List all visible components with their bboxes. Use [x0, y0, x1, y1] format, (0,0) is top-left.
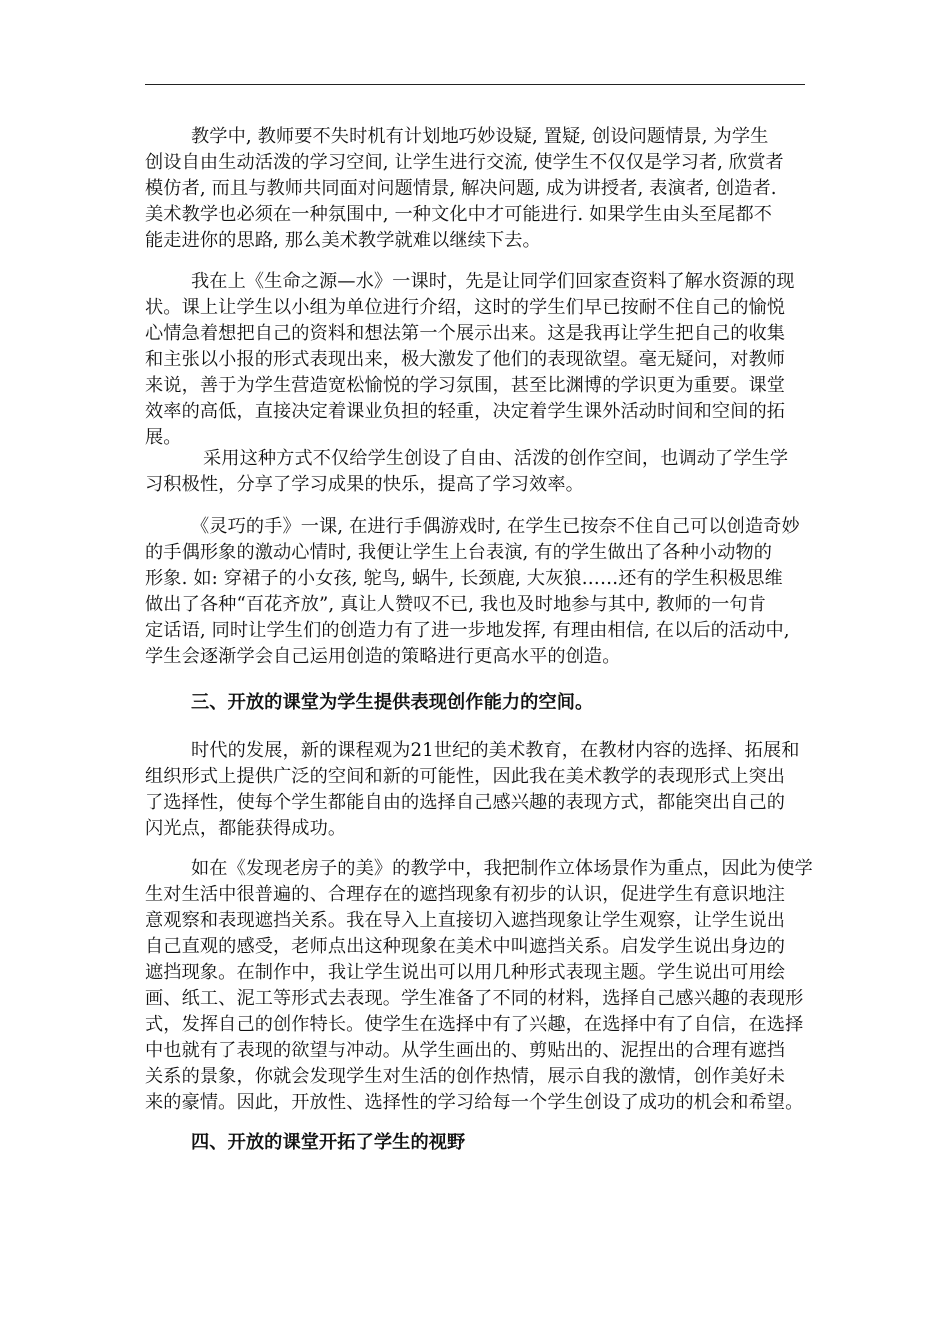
text-line: 生对生活中很普遍的、合理存在的遮挡现象有初步的认识，促进学生有意识地注 [145, 884, 786, 905]
text-line: 来说，善于为学生营造宽松愉悦的学习氛围，甚至比渊博的学识更为重要。课堂 [145, 375, 786, 396]
text-line: 《灵巧的手》一课, 在进行手偶游戏时, 在学生已按奈不住自己可以创造奇妙 [191, 516, 800, 537]
text-line: 中也就有了表现的欲望与冲动。从学生画出的、剪贴出的、泥捏出的合理有遮挡 [145, 1040, 786, 1061]
text-line: 意观察和表现遮挡关系。我在导入上直接切入遮挡现象让学生观察，让学生说出 [145, 910, 786, 931]
paragraph-4 [145, 514, 809, 670]
text-line: 自己直观的感受，老师点出这种现象在美术中叫遮挡关系。启发学生说出身边的 [145, 936, 786, 957]
text-line: 定话语, 同时让学生们的创造力有了进一步地发挥, 有理由相信, 在以后的活动中, [145, 620, 790, 641]
text-line: 式，发挥自己的创作特长。使学生在选择中有了兴趣，在选择中有了自信，在选择 [145, 1014, 804, 1035]
text-line: 习积极性，分享了学习成果的快乐，提高了学习效率。 [145, 474, 584, 495]
section-heading-4 [145, 1130, 809, 1156]
text-line: 创设自由生动活泼的学习空间, 让学生进行交流, 使学生不仅仅是学习者, 欣赏者 [145, 152, 784, 173]
text-line: 状。课上让学生以小组为单位进行介绍，这时的学生们早已按耐不住自己的愉悦 [145, 297, 786, 318]
paragraph-2 [145, 269, 809, 451]
text-line: 组织形式上提供广泛的空间和新的可能性，因此我在美术教学的表现形式上突出 [145, 766, 786, 787]
text-line: 画、纸工、泥工等形式去表现。学生准备了不同的材料，选择自己感兴趣的表现形 [145, 988, 804, 1009]
text-line: 学生会逐渐学会自己运用创造的策略进行更高水平的创造。 [145, 646, 621, 667]
text-line: 关系的景象，你就会发现学生对生活的创作热情，展示自我的激情，创作美好未 [145, 1066, 786, 1087]
text-line: 美术教学也必须在一种氛围中, 一种文化中才可能进行. 如果学生由头至尾都不 [145, 204, 773, 225]
text-line: 效率的高低，直接决定着课业负担的轻重，决定着学生课外活动时间和空间的拓 [145, 401, 786, 422]
text-line: 闪光点，都能获得成功。 [145, 818, 347, 839]
text-line: 采用这种方式不仅给学生创设了自由、活泼的创作空间，也调动了学生学 [203, 448, 789, 469]
text-line: 我在上《生命之源—水》一课时，先是让同学们回家查资料了解水资源的现 [191, 271, 795, 292]
header-rule [145, 84, 805, 85]
heading-text: 三、开放的课堂为学生提供表现创作能力的空间。 [191, 692, 594, 713]
text-line: 时代的发展，新的课程观为21世纪的美术教育，在教材内容的选择、拓展和 [191, 740, 800, 761]
text-line: 做出了各种“百花齐放”, 真让人赞叹不已, 我也及时地参与其中, 教师的一句肯 [145, 594, 766, 615]
text-line: 展。 [145, 427, 182, 448]
paragraph-1 [145, 124, 809, 254]
text-line: 如在《发现老房子的美》的教学中，我把制作立体场景作为重点，因此为使学 [191, 858, 813, 879]
text-line: 心情急着想把自己的资料和想法第一个展示出来。这是我再让学生把自己的收集 [145, 323, 786, 344]
heading-text: 四、开放的课堂开拓了学生的视野 [191, 1132, 466, 1153]
text-line: 遮挡现象。在制作中，我让学生说出可以用几种形式表现主题。学生说出可用绘 [145, 962, 786, 983]
paragraph-5 [145, 738, 809, 842]
paragraph-3 [145, 446, 809, 498]
text-line: 模仿者, 而且与教师共同面对问题情景, 解决问题, 成为讲授者, 表演者, 创造者. [145, 178, 777, 199]
paragraph-6 [145, 856, 813, 1116]
section-heading-3 [145, 690, 809, 716]
text-line: 能走进你的思路, 那么美术教学就难以继续下去。 [145, 230, 541, 251]
text-line: 形象. 如: 穿裙子的小女孩, 鸵鸟, 蜗牛, 长颈鹿, 大灰狼……还有的学生积极思维 [145, 568, 783, 589]
text-line: 教学中, 教师要不失时机有计划地巧妙设疑, 置疑, 创设问题情景, 为学生 [191, 126, 769, 147]
text-line: 来的豪情。因此，开放性、选择性的学习给每一个学生创设了成功的机会和希望。 [145, 1092, 804, 1113]
text-line: 的手偶形象的激动心情时, 我便让学生上台表演, 有的学生做出了各种小动物的 [145, 542, 773, 563]
text-line: 了选择性，使每个学生都能自由的选择自己感兴趣的表现方式，都能突出自己的 [145, 792, 786, 813]
text-line: 和主张以小报的形式表现出来，极大激发了他们的表现欲望。毫无疑问，对教师 [145, 349, 786, 370]
